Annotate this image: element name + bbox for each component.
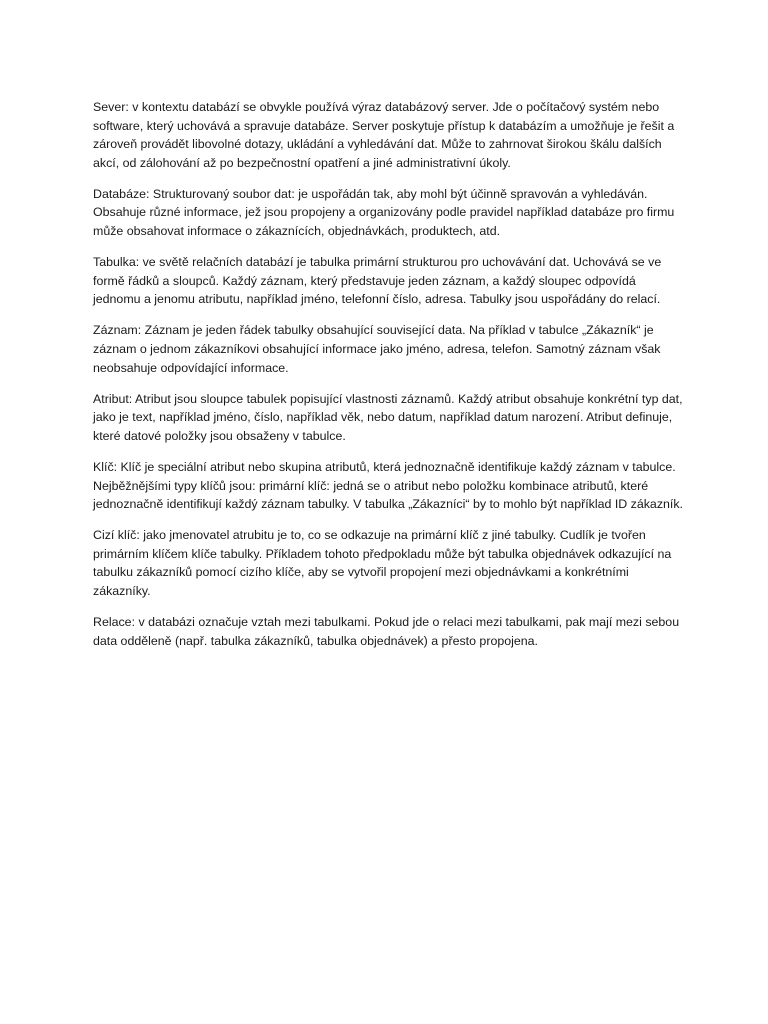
paragraph-relation: Relace: v databázi označuje vztah mezi tabulkami. Pokud jde o relaci mezi tabulkami, pak mají mezi sebou data odděleně (např. tabulka zákazníků, tabulka objednávek) a přesto propojena. — [93, 615, 680, 648]
paragraph-server: Sever: v kontextu databází se obvykle používá výraz databázový server. Jde o počítačový systém nebo software, který uchovává a spravuje databáze. Server poskytuje přístup k databázím a umožňuje je řešit a zároveň provádět libovolné dotazy, ukládání a vyhledávání dat. Může to zahrnovat širokou škálu dalších akcí, od zálohování až po bezpečnostní opatření a jiné administrativní úkoly. — [93, 100, 675, 170]
paragraph-database: Databáze: Strukturovaný soubor dat: je uspořádán tak, aby mohl být účinně spravován a vyhledáván. Obsahuje různé informace, jež jsou propojeny a organizovány podle pravidel například databáze pro firmu může obsahovat informace o zákaznících, objednávkách, produktech, atd. — [93, 186, 675, 239]
paragraph-table: Tabulka: ve světě relačních databází je tabulka primární strukturou pro uchovávání dat. Uchovává se ve formě řádků a sloupců. Každý záznam, který představuje jeden záznam, a každý sloupec odpovídá jednomu a jenomu atributu, například jméno, telefonní číslo, adresa. Tabulky jsou uspořádány do relací. — [93, 255, 662, 307]
paragraph-attribute: Atribut: Atribut jsou sloupce tabulek popisující vlastnosti záznamů. Každý atribut obsahuje konkrétní typ dat, jako je text, například jméno, číslo, například věk, nebo datum, například datum narození. Atribut definuje, které datové položky jsou obsaženy v tabulce. — [93, 391, 683, 443]
paragraph-record: Záznam: Záznam je jeden řádek tabulky obsahující související data. Na příklad v tabulce „Zákazník“ je záznam o jednom zákazníkovi obsahující informace jako jméno, adresa, telefon. Samotný záznam však neobsahuje odpovídající informace. — [93, 323, 661, 375]
paragraph-key: Klíč: Klíč je speciální atribut nebo skupina atributů, která jednoznačně identifikuje každý záznam v tabulce. Nejběžnějšími typy klíčů jsou: primární klíč: jedná se o atribut nebo položku kombinace atributů, které jednoznačně identifikují každý záznam tabulky. V tabulka „Zákazníci“ by to mohlo být například ID zákazník. — [93, 460, 683, 512]
paragraph-foreign-key: Cizí klíč: jako jmenovatel atrubitu je to, co se odkazuje na primární klíč z jiné tabulky. Cudlík je tvořen primárním klíčem klíče tabulky. Příkladem tohoto předpokladu může být tabulka objednávek odkazující na tabulku zákazníků pomocí cizího klíče, aby se vytvořil propojení mezi objednávkami a konkrétními zákazníky. — [93, 528, 672, 599]
document-body — [93, 98, 683, 663]
